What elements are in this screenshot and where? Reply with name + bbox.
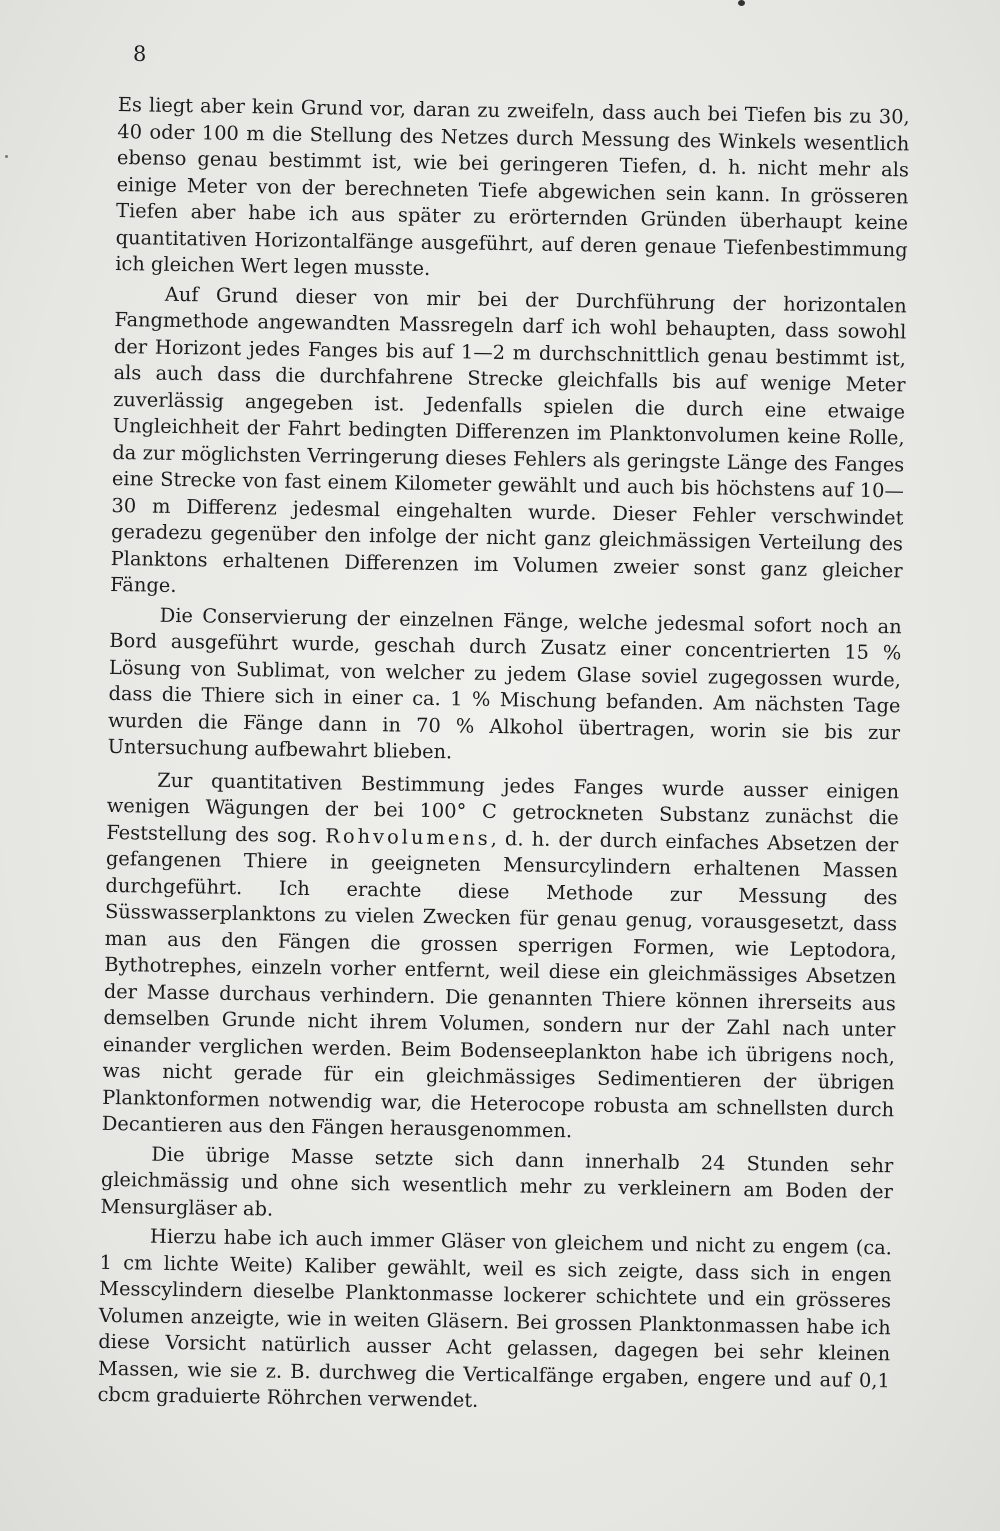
- paragraph-6: Hierzu habe ich auch immer Gläser von gleichem und nicht zu engem (ca. 1 cm lichte Weite) Kaliber gewählt, weil es sich zeigte, dass sich in engen Messcylindern dieselbe Planktonmasse lockerer schichtete und ein grösseres Volumen anzeigte, wie in weiten Gläsern. Bei grossen Planktonmassen habe ich diese Vorsicht natürlich ausser Acht gelassen, dagegen bei sehr kleinen Massen, wie sie z. B. durchweg die Verticalfänge ergaben, engere und auf 0,1 cbcm graduierte Röhrchen verwendet.: [97, 1224, 893, 1412]
- spaced-term-rohvolumens: Rohvolumens: [325, 823, 491, 850]
- body-text: [97, 92, 910, 1424]
- paragraph-2: Auf Grund dieser von mir bei der Durchführung der horizontalen Fangmethode angewandten Massregeln darf ich wohl behaupten, dass sowohl der Horizont jedes Fanges bis auf 1—2 m durchschnittlich genau bestimmt ist, als auch dass die durchfahrene Strecke gleichfalls bis auf wenige Meter zuverlässig angegeben ist. Jedenfalls spielen die durch eine etwaige Ungleichheit der Fahrt bedingten Differenzen im Planktonvolumen keine Rolle, da zur möglichsten Verringerung dieses Fehlers als geringste Länge des Fanges eine Strecke von fast einem Kilometer gewählt und auch bis höchstens auf 10—30 m Differenz jedesmal eingehalten wurde. Dieser Fehler verschwindet geradezu gegenüber den infolge der nicht ganz gleichmässigen Verteilung des Planktons erhaltenen Differenzen im Volumen zweier sonst ganz gleicher Fänge.: [110, 282, 907, 597]
- paragraph-4-end: , d. h. der durch einfaches Absetzen der gefangenen Thiere in geeigneten Mensurcylindern erhaltenen Massen durchgeführt. Ich erachte diese Methode zur Messung des Süsswasserplanktons zu vielen Zwecken für genau genug, vorausgesetzt, dass man aus den Fängen die grossen sperrigen Formen, wie Leptodora, Bythotrephes, einzeln vorher entfernt, weil diese ein gleichmässiges Absetzen der Masse durchaus verhindern. Die genannten Thiere können ihrerseits aus demselben Grunde nicht ihrem Volumen, sondern nur der Zahl nach unter einander verglichen werden. Beim Bodenseeplankton habe ich übrigens noch, was nicht gerade für ein gleichmässiges Sedimentieren der übrigen Planktonformen notwendig war, die Heterocope robusta am schnellsten durch Decantieren aus den Fängen herausgenommen.: [101, 826, 899, 1143]
- page-number: 8: [133, 42, 148, 66]
- ink-speck: [738, 0, 745, 6]
- paragraph-1: Es liegt aber kein Grund vor, daran zu zweifeln, dass auch bei Tiefen bis zu 30, 40 oder 100 m die Stellung des Netzes durch Messung des Winkels wesentlich ebenso genau bestimmt ist, wie bei geringeren Tiefen, d. h. nicht mehr als einige Meter von der berechneten Tiefe abgewichen sein kann. In grösseren Tiefen aber habe ich aus später zu erörternden Gründen überhaupt keine quantitativen Horizontalfänge ausgeführt, auf deren genaue Tiefenbestimmung ich gleichen Wert legen musste.: [115, 92, 910, 280]
- paragraph-4: [102, 766, 900, 1149]
- paragraph-4-start: Zur quantitativen Bestimmung jedes Fanges wurde ausser einigen wenigen Wägungen der bei 100° C getrockneten Substanz zunächst die Feststellung des sog.: [106, 768, 900, 847]
- paragraph-3: Die Conservierung der einzelnen Fänge, welche jedesmal sofort noch an Bord ausgeführt wurde, geschah durch Zusatz einer concentrierten 15 % Lösung von Sublimat, von welcher zu jedem Glase soviel zugegossen wurde, dass die Thiere sich in einer ca. 1 % Mischung befanden. Am nächsten Tage wurden die Fänge dann in 70 % Alkohol übertragen, worin sie bis zur Untersuchung aufbewahrt blieben.: [107, 603, 902, 764]
- ink-speck-small: [5, 155, 8, 158]
- paragraph-5: Die übrige Masse setzte sich dann innerhalb 24 Stunden sehr gleichmässig und ohne sich wesentlich mehr zu verkleinern am Boden der Mensurgläser ab.: [100, 1142, 894, 1221]
